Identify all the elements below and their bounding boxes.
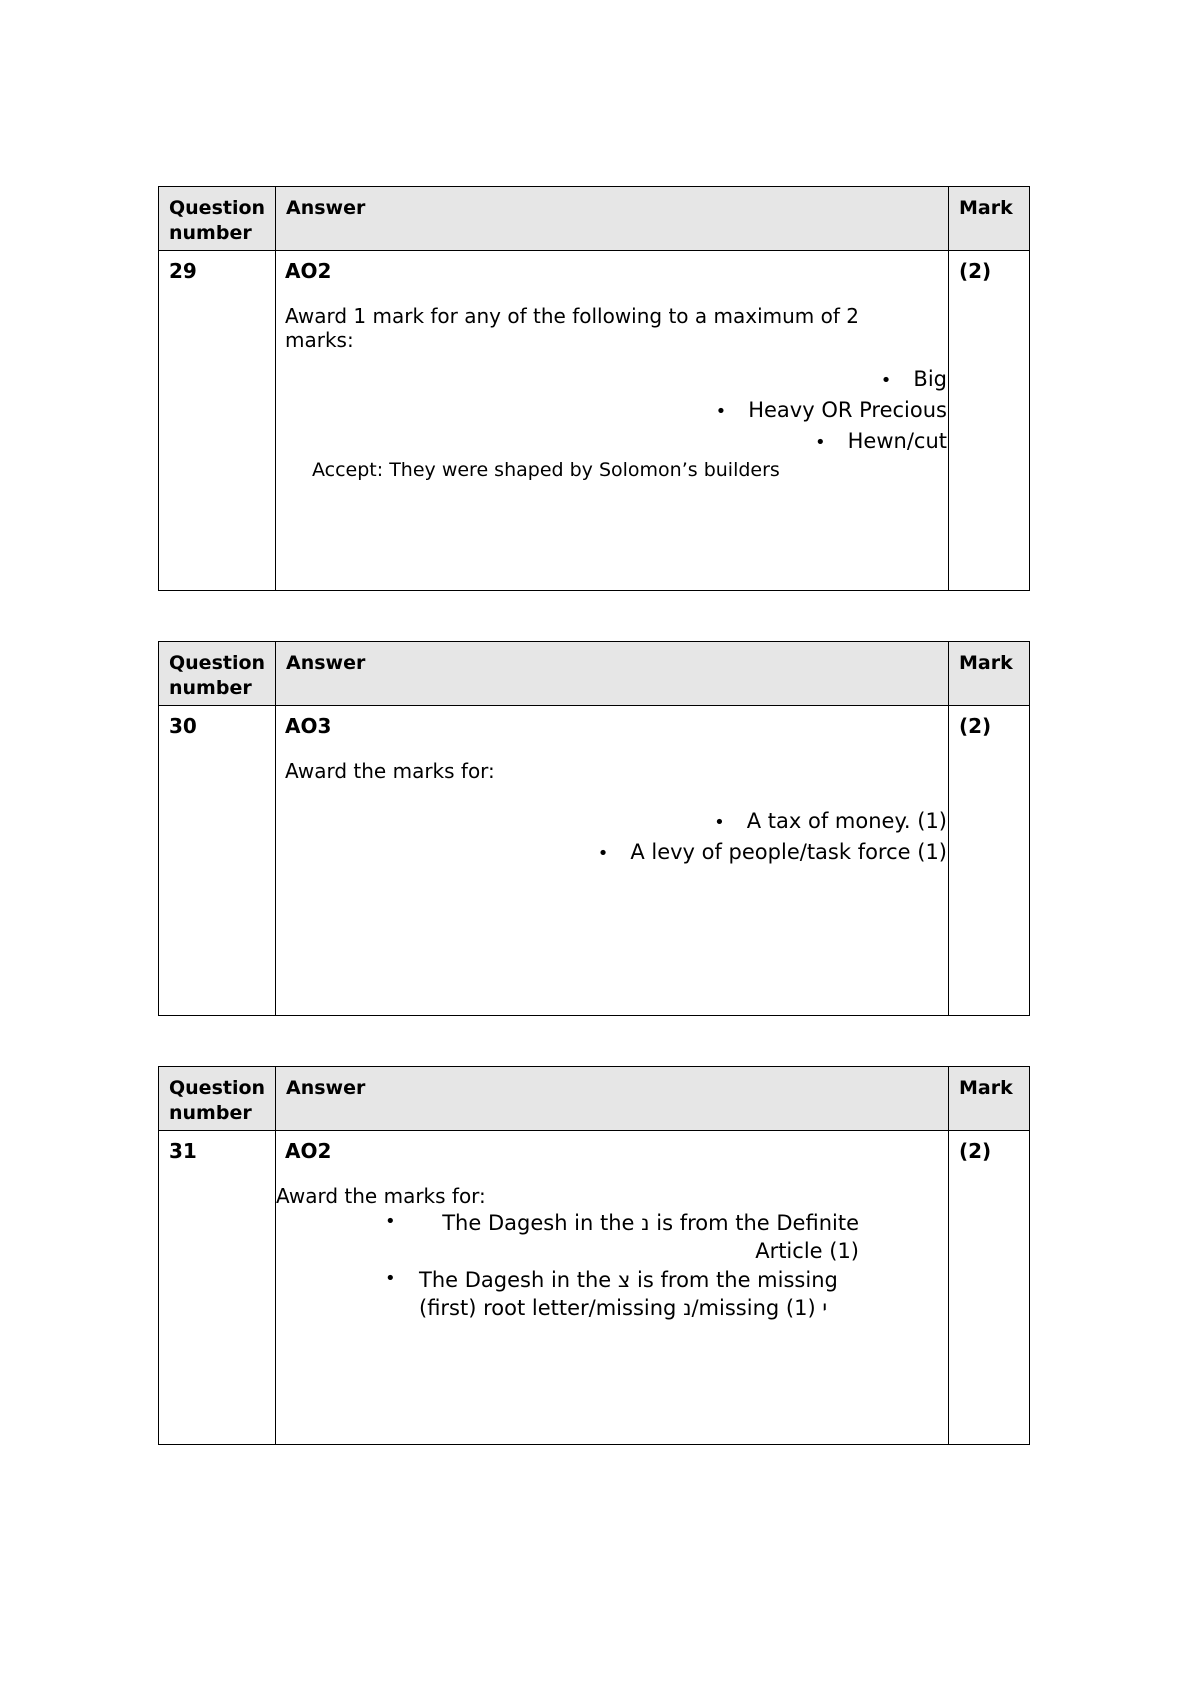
bullet-text: A tax of money. (1) bbox=[746, 809, 947, 833]
bullet-line: The Dagesh in the צ is from the missing bbox=[419, 1268, 838, 1292]
table-header bbox=[159, 642, 1029, 706]
bullet-line: Article (1) bbox=[755, 1239, 859, 1263]
question-number: 29 bbox=[169, 259, 197, 283]
answer-intro: Award 1 mark for any of the following to a maximum of 2 marks: bbox=[285, 304, 859, 352]
bullet-text: Big bbox=[913, 367, 947, 391]
bullet-text: Heavy OR Precious bbox=[748, 398, 947, 422]
assessment-objective: AO3 bbox=[285, 714, 332, 738]
question-number: 30 bbox=[169, 714, 197, 738]
bullet-icon: • bbox=[815, 432, 826, 453]
answer-header: Answer bbox=[286, 652, 366, 674]
accept-note: Accept: They were shaped by Solomon’s builders bbox=[312, 459, 780, 481]
bullet-text: A levy of people/task force (1) bbox=[630, 840, 947, 864]
bullet-item bbox=[598, 838, 947, 868]
bullet-item bbox=[716, 396, 947, 426]
bullet-item bbox=[714, 807, 947, 837]
bullet-text-block bbox=[419, 1266, 859, 1322]
answer-header: Answer bbox=[286, 197, 366, 219]
mark-scheme-table-31 bbox=[158, 1066, 1030, 1445]
bullet-icon: • bbox=[714, 812, 725, 833]
mark-header: Mark bbox=[959, 197, 1013, 219]
mark-scheme-table-29 bbox=[158, 186, 1030, 591]
bullet-line: (first) root letter/missing נ/missing י (1) bbox=[419, 1296, 828, 1320]
bullet-text: Hewn/cut bbox=[847, 429, 947, 453]
bullet-line: The Dagesh in the נ is from the Definite bbox=[442, 1211, 859, 1235]
bullet-icon: • bbox=[385, 1268, 396, 1289]
question-number-header: Question number bbox=[169, 1077, 266, 1124]
assessment-objective: AO2 bbox=[285, 1139, 332, 1163]
assessment-objective: AO2 bbox=[285, 259, 332, 283]
question-number-header: Question number bbox=[169, 652, 266, 699]
table-header bbox=[159, 1067, 1029, 1131]
bullet-icon: • bbox=[715, 401, 727, 422]
mark-value: (2) bbox=[959, 259, 992, 283]
answer-intro: Award the marks for: bbox=[285, 759, 495, 783]
table-header bbox=[159, 187, 1029, 251]
bullet-icon: • bbox=[597, 843, 609, 864]
question-number-header: Question number bbox=[169, 197, 266, 244]
bullet-item bbox=[881, 365, 947, 395]
mark-header: Mark bbox=[959, 1077, 1013, 1099]
bullet-text-block bbox=[419, 1209, 859, 1265]
mark-scheme-table-30 bbox=[158, 641, 1030, 1016]
bullet-icon: • bbox=[385, 1211, 396, 1232]
mark-value: (2) bbox=[959, 714, 992, 738]
bullet-icon: • bbox=[880, 370, 892, 391]
question-number: 31 bbox=[169, 1139, 197, 1163]
mark-header: Mark bbox=[959, 652, 1013, 674]
answer-intro: Award the marks for: bbox=[276, 1184, 486, 1208]
mark-value: (2) bbox=[959, 1139, 992, 1163]
answer-header: Answer bbox=[286, 1077, 366, 1099]
bullet-item bbox=[815, 427, 947, 457]
